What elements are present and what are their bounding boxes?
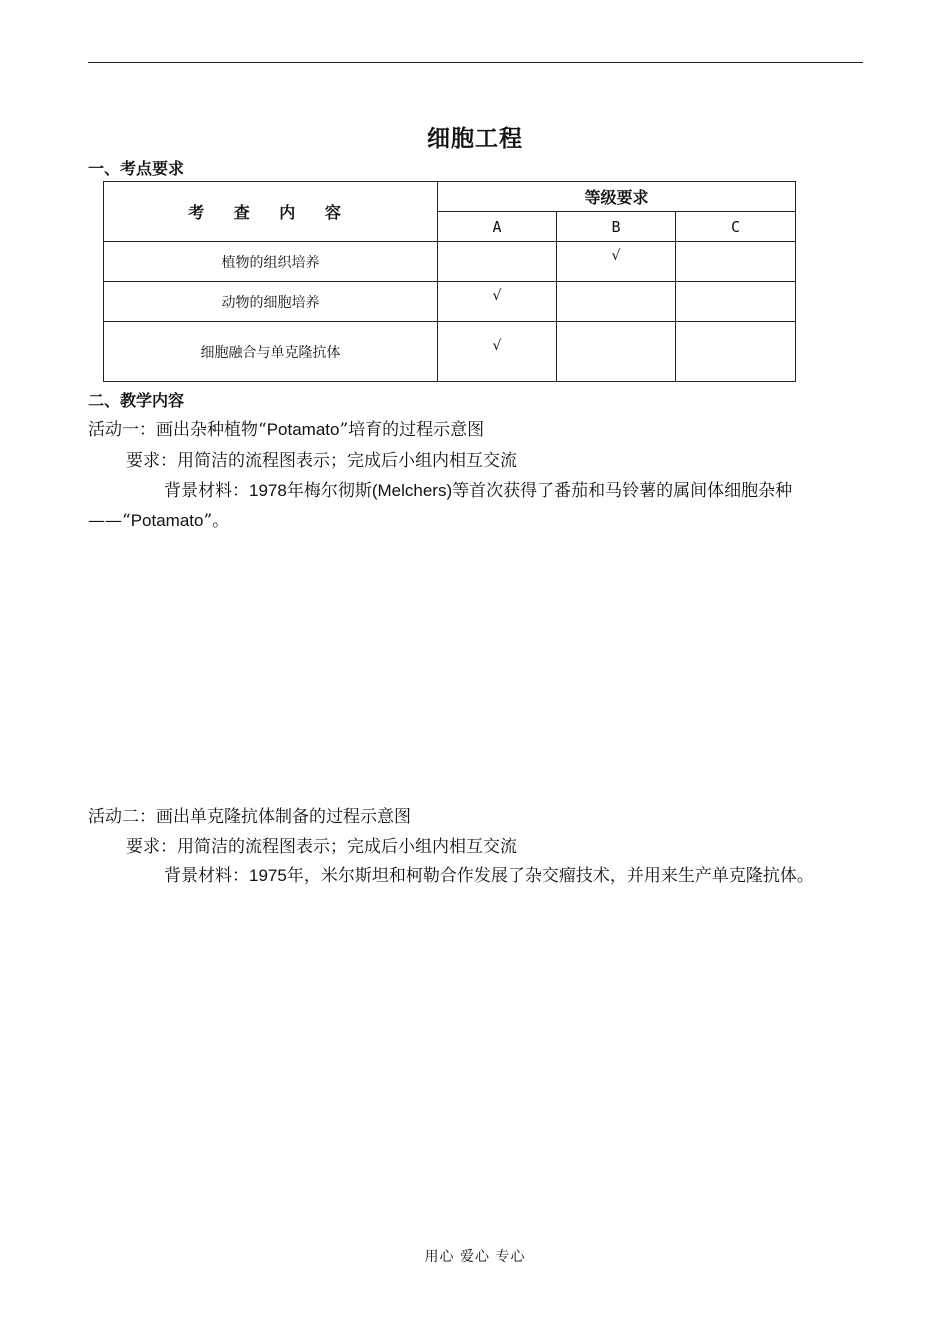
grade-b: B bbox=[557, 212, 676, 242]
row-topic: 植物的组织培养 bbox=[104, 242, 438, 282]
check-mark: √ bbox=[492, 287, 502, 304]
requirements-table bbox=[103, 181, 796, 382]
row-topic: 细胞融合与单克隆抗体 bbox=[104, 322, 438, 382]
grade-a: A bbox=[438, 212, 557, 242]
table-row bbox=[104, 322, 796, 382]
activity1-requirement: 要求：用简洁的流程图表示；完成后小组内相互交流 bbox=[126, 451, 517, 471]
activity1-title: 活动一：画出杂种植物“Potamato”培育的过程示意图 bbox=[88, 420, 485, 440]
check-mark: √ bbox=[611, 247, 621, 264]
grade-c: C bbox=[676, 212, 796, 242]
document-title: 细胞工程 bbox=[427, 126, 523, 152]
table-row bbox=[104, 242, 796, 282]
cell-c bbox=[676, 322, 796, 382]
cell-c bbox=[676, 282, 796, 322]
cell-a bbox=[438, 322, 557, 382]
table-row bbox=[104, 282, 796, 322]
page-footer: 用心 爱心 专心 bbox=[424, 1249, 526, 1265]
activity1-background: 背景材料：1978年梅尔彻斯(Melchers)等首次获得了番茄和马铃薯的属间体细胞杂种 bbox=[164, 481, 793, 501]
activity2-requirement: 要求：用简洁的流程图表示；完成后小组内相互交流 bbox=[126, 837, 517, 857]
section-heading-teaching-content: 二、教学内容 bbox=[88, 391, 185, 410]
activity1-background-continued: ——“Potamato”。 bbox=[88, 511, 230, 531]
header-rule bbox=[88, 62, 863, 63]
cell-c bbox=[676, 242, 796, 282]
cell-a bbox=[438, 282, 557, 322]
check-mark: √ bbox=[492, 337, 502, 354]
cell-b bbox=[557, 282, 676, 322]
section-heading-exam-points: 一、考点要求 bbox=[88, 159, 185, 178]
cell-a bbox=[438, 242, 557, 282]
activity2-title: 活动二：画出单克隆抗体制备的过程示意图 bbox=[88, 807, 411, 827]
header-topic: 考 查 内 容 bbox=[104, 182, 438, 242]
cell-b bbox=[557, 322, 676, 382]
row-topic: 动物的细胞培养 bbox=[104, 282, 438, 322]
header-grade-requirement: 等级要求 bbox=[438, 182, 796, 212]
activity2-background: 背景材料：1975年，米尔斯坦和柯勒合作发展了杂交瘤技术，并用来生产单克隆抗体。 bbox=[164, 866, 814, 886]
cell-b bbox=[557, 242, 676, 282]
